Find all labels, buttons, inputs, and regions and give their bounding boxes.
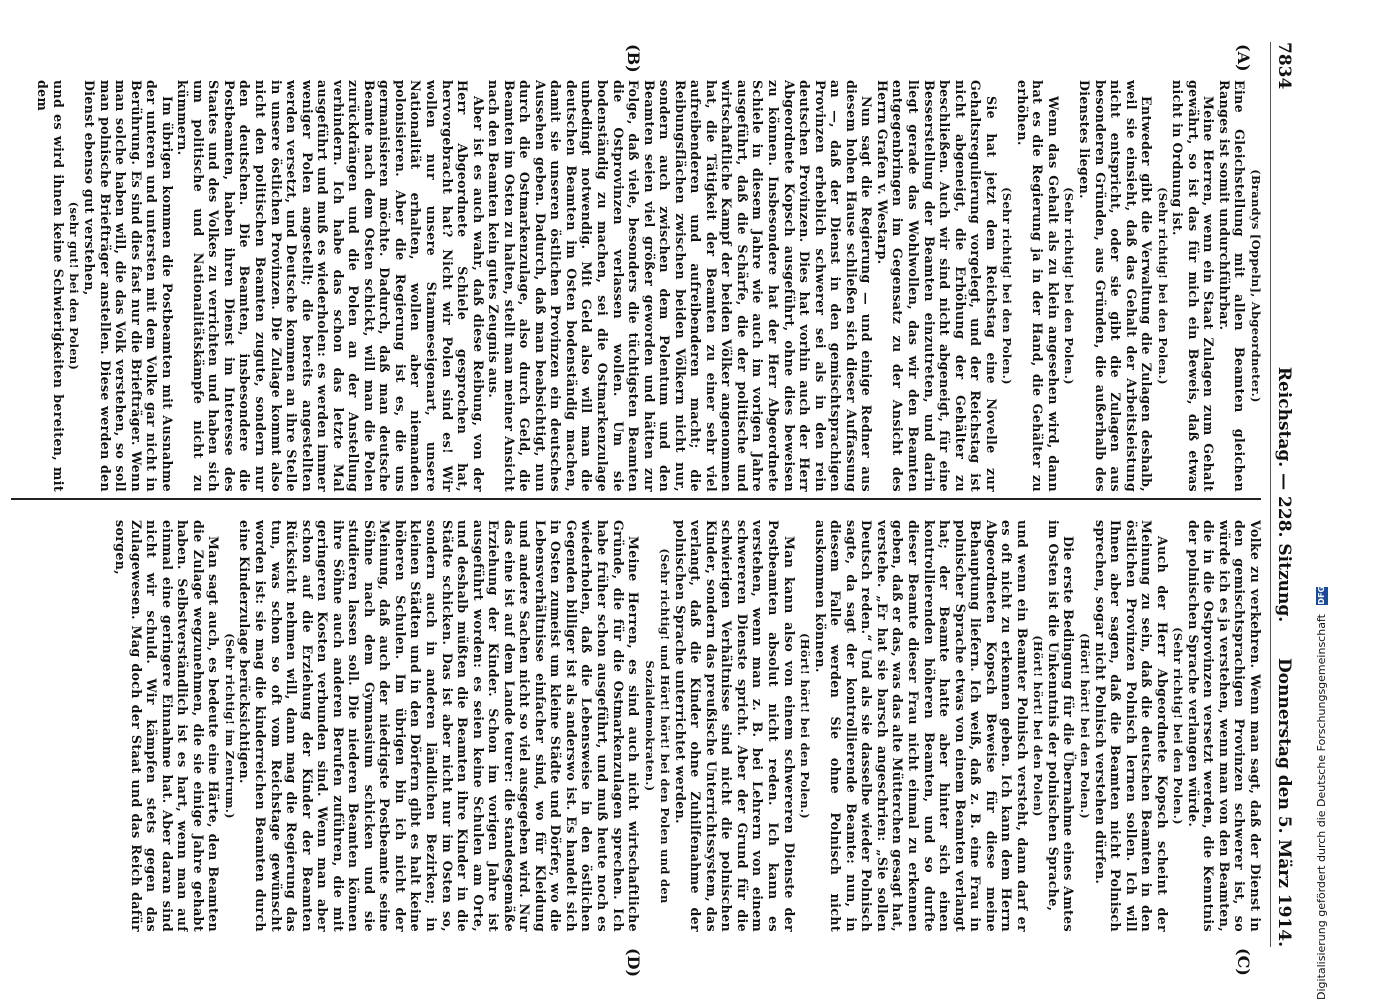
paragraph: Meine Herren, es sind auch nicht wirtschaftliche Gründe, die für die Ostmarkenzulagen sprechen. Ich habe früher schon ausgeführt, und muß heute noch es wiederholen, daß die Lebensweise in den östlichen Gegenden billiger ist als anderswo ist. Es handelt sich in Osten zumeist um kleine Städte und Dörfer, wo die Lebensverhältnisse einfacher sind, wo für Kleidung und andere Sachen nicht so viel ausgegeben wird. Nur das eine ist auf dem Lande teurer: die standesgemäße Erziehung der Kinder. Schon im vorigen Jahre ist ausgeführt worden: es seien keine Schulen am Orte, und deshalb müßten die Beamten ihre Kinder in die Städte schicken. Das ist aber nicht nur im Osten so, sondern auch in anderen ländlichen Bezirken; in kleinen Städten und in den Dörfern gibt es halt keine höheren Schulen. Im übrigen bin ich nicht der Meinung, daß auch der niedrigste Postbeamte seine Söhne nach dem Gymnasium schicken und sie studieren lassen soll. Die niederen Beamten können ihre Söhne auch anderen Berufen zuführen, die mit geringeren Kosten verbunden sind. Wenn man aber schon auf die Erziehung der Kinder der Beamten Rücksicht nehmen will, dann mag die Regierung das tun, was schon so oft vom Reichstage gewünscht worden ist: sie mag die kinderreichen Beamten durch eine Kinderzulage berücksichtigen. [237, 520, 642, 932]
session-title: Reichstag. — 228. Sitzung. [1274, 366, 1294, 623]
credit-line [1312, 0, 1332, 1000]
interjection: (Hört! hört! bei den Polen) [1031, 635, 1046, 817]
paragraph: Man sagt auch, es bedeute eine Härte, den Beamten die Zulage wegzunehmen, die sie einige Jahre gehabt haben. Selbstverständlich ist es hart, wenn man auf einmal eine geringere Einnahme hat. Aber daran sind nicht wir schuld. Wir kämpfen stets gegen das Zulagewesen. Mag doch der Staat und das Reich dafür sorgen, [113, 520, 222, 932]
interjection: (Sehr richtig! bei den Polen.) [1062, 187, 1077, 385]
dfg-logo-icon: DFG [1317, 585, 1326, 605]
interjection: (sehr gut! bei den Polen) [67, 201, 82, 371]
paragraph: Auch der Herr Abgeordnete Kopsch scheint der Meinung zu sein, daß die deutschen Beamten in den östlichen Provinzen Polnisch lernen sollen. Ich will Ihnen aber sagen, daß die Beamten nicht Polnisch sprechen, sogar nicht Polnisch verstehen dürfen. [1092, 520, 1170, 932]
margin-marker-d: (D) [624, 948, 643, 978]
interjection: (Sehr richtig! im Zentrum.) [222, 633, 237, 819]
margin-marker-a: (A) [1234, 44, 1253, 72]
session-date: Donnerstag den 5. März 1914. [1274, 657, 1294, 947]
margin-marker-c: (C) [1234, 948, 1253, 976]
paragraph: Entweder gibt die Verwaltung die Zulagen deshalb, weil sie einsieht, daß das Gehalt der Arbeitsleistung nicht entspricht, oder sie gibt die Zulagen aus besonderen Gründen, aus Gründen, die außerhalb des Dienstes liegen. [1076, 80, 1155, 492]
speaker-line: (Brandys [Oppeln], Abgeordneter.) [1249, 169, 1263, 403]
page-header [1271, 42, 1297, 947]
paragraph: Eine Gleichstellung mit allen Beamten gleichen Ranges ist somit undurchführbar. [1216, 80, 1248, 492]
margin-marker-b: (B) [624, 44, 643, 73]
header-rule [1270, 42, 1271, 947]
paragraph: und es wird ihnen keine Schwierigkeiten bereiten, mit dem [35, 80, 66, 492]
column-divider [11, 498, 1261, 500]
paragraph: Im übrigen kommen die Postbeamten mit Ausnahme der unteren und untersten mit dem Volke gar nicht in Berührung. Es sind dies fast nur die Briefträger. Wenn man solche haben will, die das Volk verstehen, so soll man polnische Briefträger anstellen. Diese werden den Dienst ebenso gut verstehen, [81, 80, 175, 492]
paragraph: Wenn das Gehalt als zu klein angesehen wird, dann hat es die Regierung ja in der Hand, die Gehälter zu erhöhen. [1014, 80, 1061, 492]
interjection: (Hört! hört! bei den Polen.) [798, 633, 813, 819]
paragraph: und wenn ein Beamter Polnisch versteht, dann darf er es oft nicht zu erkennen geben. Ich kann dem Herrn Abgeordneten Kopsch Beweise für diese meine Behauptung liefern. Ich weiß, daß z. B. eine Frau in polnischer Sprache etwas von einem Beamten verlangt hat; der Beamte hatte aber hinter sich einen kontrollierenden höheren Beamten, und so durfte dieser Beamte dieser Frau nicht einmal zu erkennen geben, daß er das, was das alte Mütterchen gesagt hat, verstehe. „Er hat sie barsch angeschrien: „Sie sollen Deutsch reden.“ Und als sie dasselbe wieder Polnisch sagte, da sagt der kontrollierende Beamte: nun, in diesem Falle werden Sie ohne Polnisch nicht auskommen können. [812, 520, 1030, 932]
paragraph: Sie hat jetzt dem Reichstag eine Novelle zur Gehaltsregulierung vorgelegt, und der Reichstag ist nicht abgeneigt, die Erhöhung der Gehälter zu beschließen. Auch wir sind nicht abgeneigt, für eine Besserstellung der Beamten einzutreten, und darin liegt gerade das Wohlwollen, das wir den Beamten entgegenbringen im Gegensatz zu der Ansicht des Herrn Grafen v. Westarp. [874, 80, 999, 492]
digitization-credit-strip [1304, 0, 1383, 1000]
paragraph: Man kann also von einem schwereren Dienste der Postbeamten absolut nicht reden. Ich kann es verstehen, wenn man z. B. bei Lehrern von einem schwereren Dienste spricht. Aber der Grund für die schwierigen Verhältnisse sind nicht die polnischen Kinder, sondern das preußische Unterrichtssystem, das verlangt, daß die Kinder ohne Zuhilfenahme der polnischen Sprache unterrichtet werden. [672, 520, 797, 932]
paragraph: Volke zu verkehren. Wenn man sagt, daß der Dienst in den gemischtsprachigen Provinzen schwerer ist, so würde ich es ja verstehen, wenn man von den Beamten, die in die Ostprovinzen versetzt werden, die Kenntnis der polnischen Sprache verlangen würde. [1185, 520, 1263, 932]
paragraph: Aber ist es auch wahr, daß diese Reibung, von der Herr Abgeordnete Schiele gesprochen hat, hervorgebracht hat? Nicht wir Polen sind es! Wir wollen nur unsere Stammeseigenart, unsere Nationalität erhalten, wollen aber niemanden polonisieren. Aber die Regierung ist es, die uns germanisieren möchte. Dadurch, daß man deutsche Beamte nach dem Osten schickt, will man die Polen zurückdrängen und die Polen an der Anstellung verhindern. Ich habe das schon das letzte Mal ausgeführt und muß es wiederholen: es werden immer weniger Polen angestellt; die bereits angestellten werden versetzt, und Deutsche kommen an ihre Stelle in unsere östlichen Provinzen. Die Zulage kommt also nicht den politischen Beamten zugute, sondern nur den deutschen. Die Beamten, insbesondere die Postbeamten, haben ihren Dienst im Interesse des Staates und des Volkes zu verrichten und haben sich um politische und Nationalitätskämpfe nicht zu kümmern. [175, 80, 486, 492]
interjection: (Sehr richtig! bei den Polen.) [1000, 187, 1015, 385]
credit-text: Digitalisierung gefördert durch die Deutsche Forschungsgemeinschaft [1315, 614, 1328, 1000]
interjection: (Sehr richtig! bei den Polen.) [1171, 627, 1186, 825]
paragraph: Meine Herren, wenn ein Staat Zulagen zum Gehalt gewährt, so ist das für mich ein Beweis, daß etwas nicht in Ordnung ist. [1170, 80, 1217, 492]
paragraph: Die erste Bedingung für die Übernahme eines Amtes im Osten ist die Unkenntnis der polnischen Sprache, [1045, 520, 1077, 932]
right-text-column [8, 520, 1263, 932]
paragraph: Nun sagt die Regierung — und einige Redner aus diesem hohen Hause schließen sich dieser Auffassung an —, daß der Dienst in den gemischtsprachigen Provinzen erheblich schwerer sei als in den rein deutschen Provinzen. Dies hat vorhin auch der Herr Abgeordnete Kopsch ausgeführt, ohne dies beweisen zu können. Insbesondere hat der Herr Abgeordnete Schiele in diesem Jahre wie auch im vorigen Jahre ausgeführt, daß die Schärfe, die der politische und wirtschaftliche Kampf der beiden Völker angenommen hat, die Tätigkeit der Beamten zu einer sehr viel aufreibenderen und aufreibenderen macht; die Reibungsflächen zwischen beiden Völkern nicht nur, sondern auch zwischen dem Polentum und den Beamten seien viel größer geworden und hätten zur Folge, daß viele, besonders die tüchtigsten Beamten die Ostprovinzen verlassen wollen. Um sie bodenständig zu machen, sei die Ostmarkenzulage unbedingt notwendig. Mit Geld also will man die deutschen Beamten im Osten bodenständig machen, damit sie unseren östlichen Provinzen ein deutsches Aussehen geben. Dadurch, daß man beabsichtigt, nun durch die Ostmarkenzulage, also durch Geld, die Beamten im Osten zu halten, stellt man meiner Ansicht nach den Beamten kein gutes Zeugnis aus. [486, 80, 875, 492]
interjection: (Hört! hört! bei den Polen.) [1077, 633, 1092, 819]
interjection: (Sehr richtig! und Hört! hört! bei den Polen und den Sozialdemokraten.) [642, 548, 673, 904]
interjection: (Sehr richtig! bei den Polen.) [1155, 187, 1170, 385]
left-text-column [8, 80, 1263, 492]
page-number: 7834 [1274, 42, 1294, 90]
